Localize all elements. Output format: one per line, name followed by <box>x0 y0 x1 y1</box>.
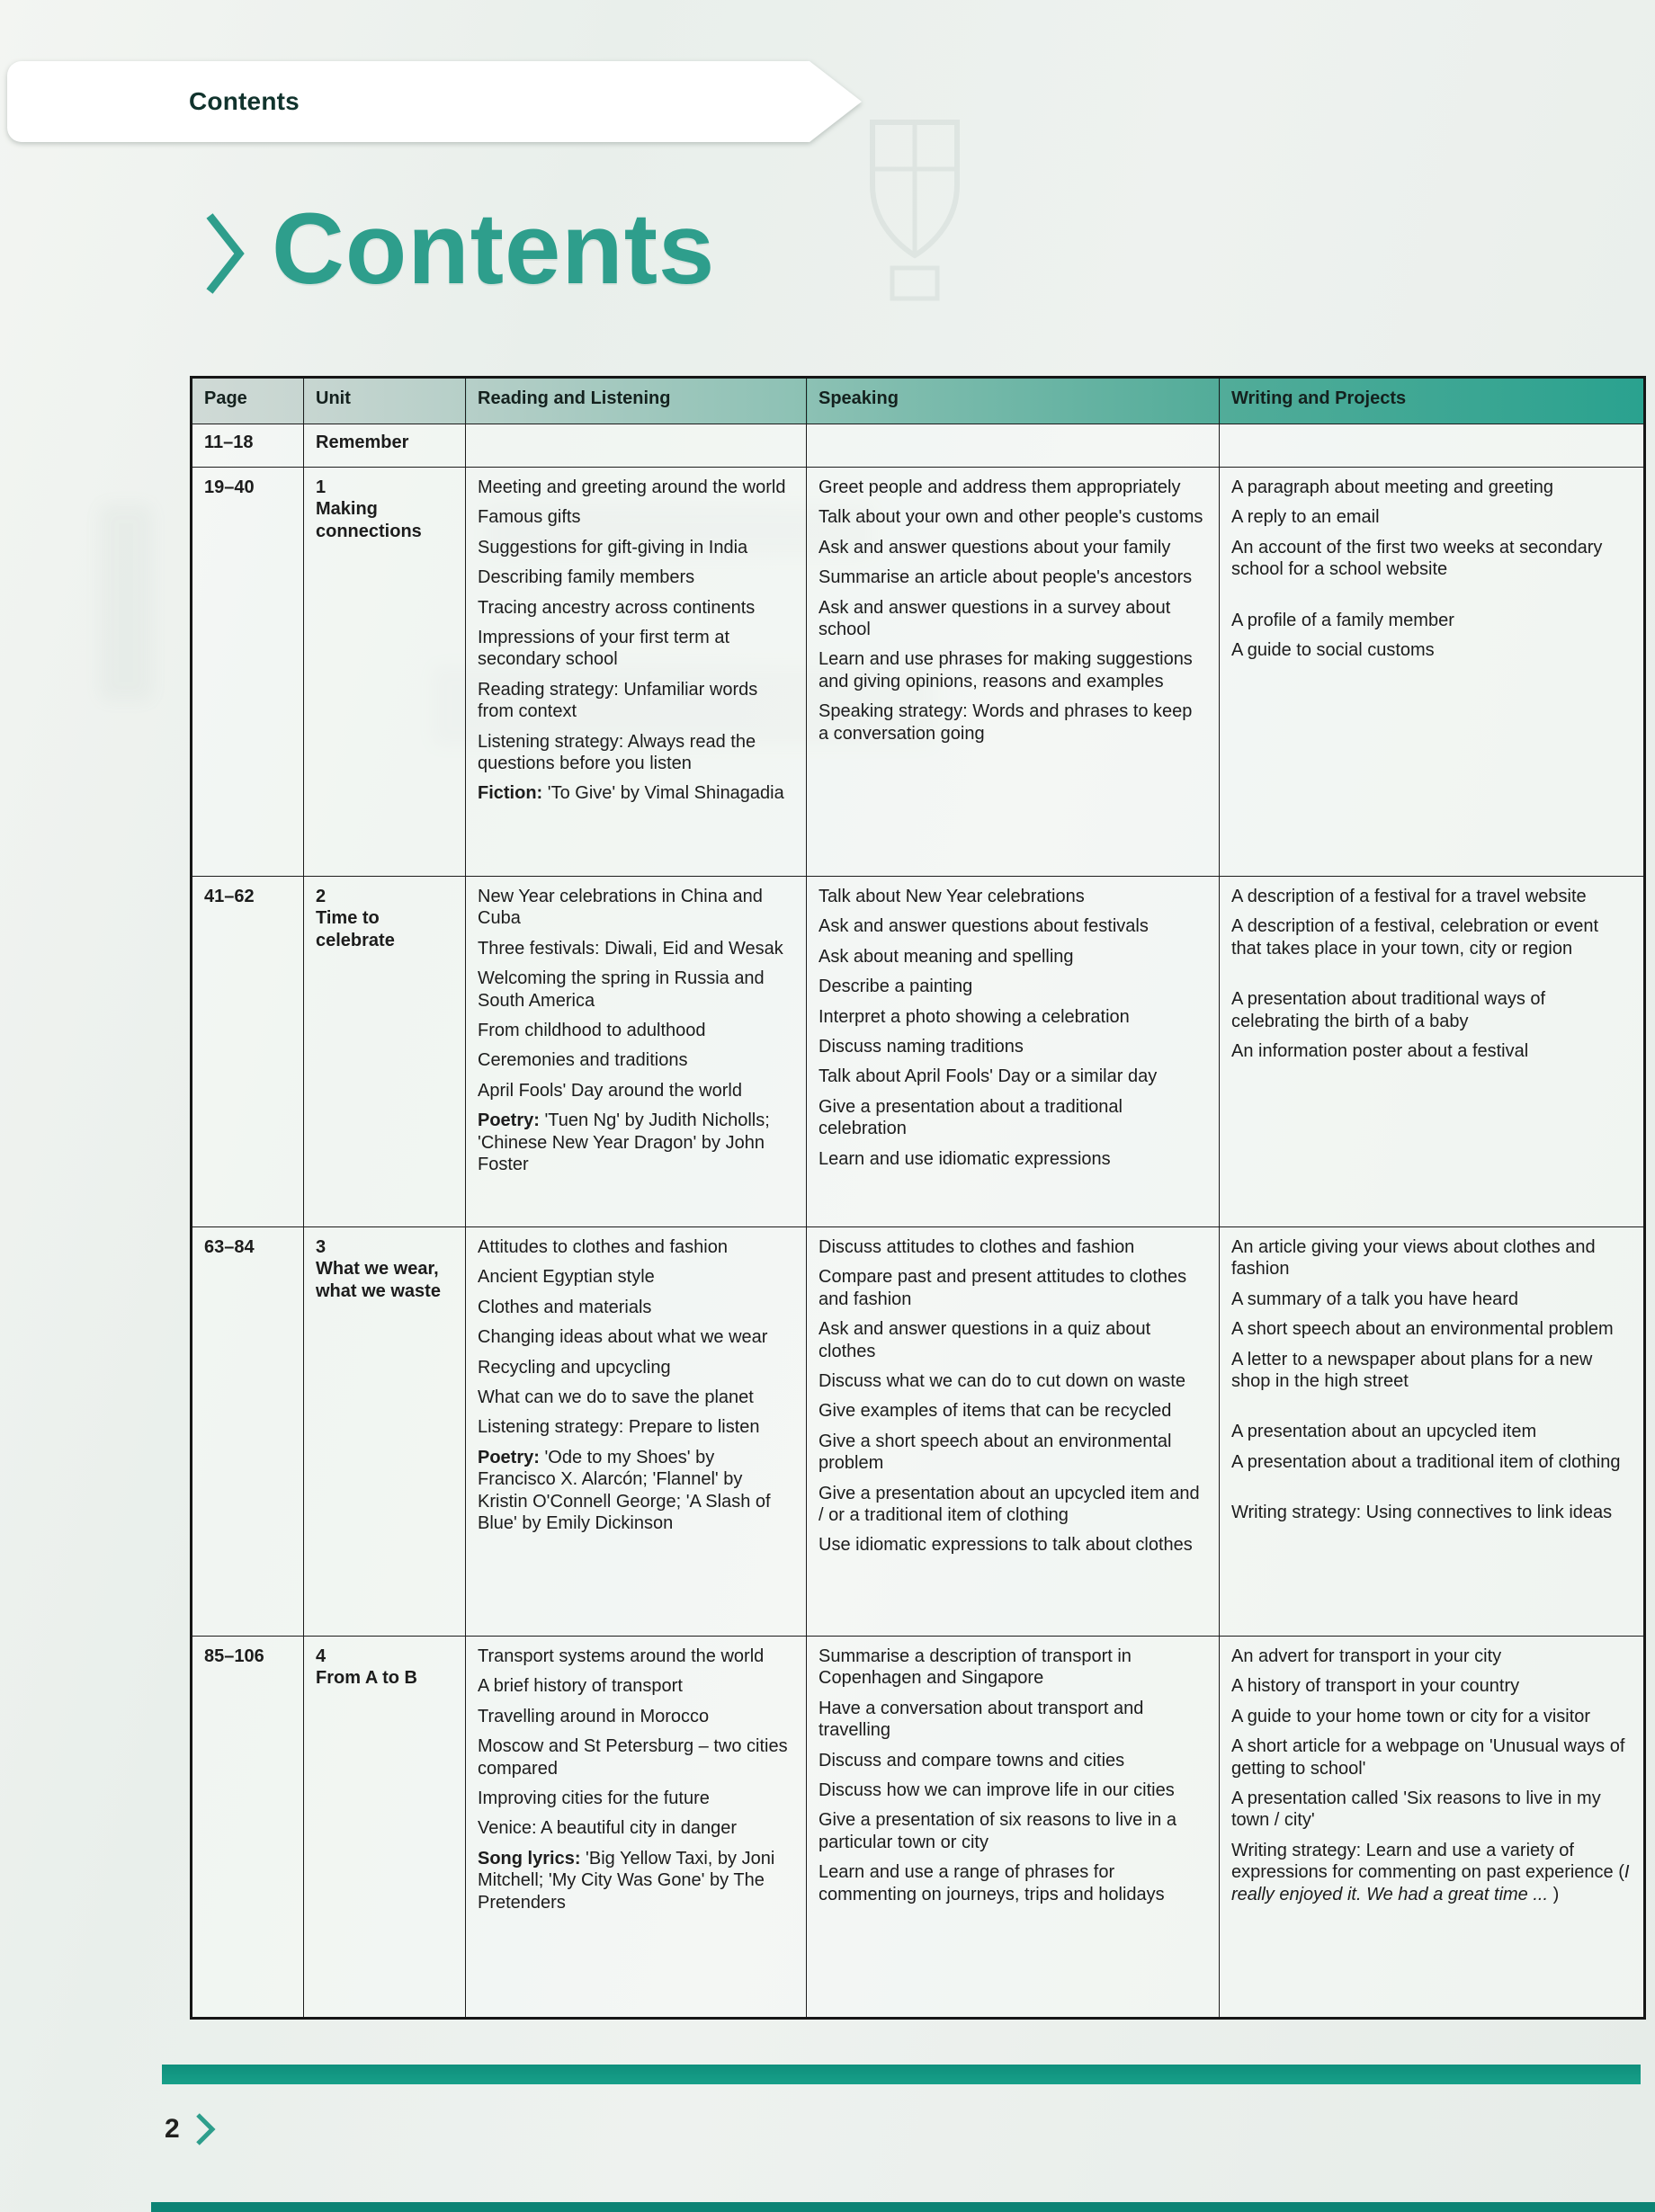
unit-title: Time to celebrate <box>316 908 395 950</box>
speaking-item: Discuss and compare towns and cities <box>819 1750 1125 1770</box>
writing-item: An article giving your views about clothes and fashion <box>1231 1237 1596 1280</box>
writing-item: A summary of a talk you have heard <box>1231 1289 1519 1309</box>
writing-item: Writing strategy: Learn and use a variety of expressions for commenting on past experience (I really enjoyed it. We had a great time ... ) <box>1231 1840 1630 1904</box>
speaking-item: Discuss naming traditions <box>819 1036 1024 1057</box>
writing-item: A presentation about a traditional item of clothing <box>1231 1451 1621 1472</box>
header-row <box>192 378 1645 424</box>
reading-item: Improving cities for the future <box>478 1788 710 1808</box>
speaking-item: Compare past and present attitudes to clothes and fashion <box>819 1267 1187 1309</box>
speaking-item: Interpret a photo showing a celebration <box>819 1006 1130 1027</box>
writing-cell <box>1220 877 1645 1227</box>
header-writing: Writing and Projects <box>1220 378 1645 424</box>
page-range: 63–84 <box>204 1237 255 1257</box>
speaking-item: Discuss what we can do to cut down on waste <box>819 1370 1185 1391</box>
contents-table <box>190 376 1646 2020</box>
speaking-item: Ask and answer questions in a survey about school <box>819 597 1171 639</box>
unit-number: 1 <box>316 477 327 497</box>
reading-item: Moscow and St Petersburg – two cities compared <box>478 1736 788 1779</box>
speaking-item: Ask about meaning and spelling <box>819 946 1074 967</box>
reading-item: A brief history of transport <box>478 1676 683 1697</box>
page-range: 11–18 <box>204 433 254 452</box>
reading-item: Ceremonies and traditions <box>478 1050 688 1071</box>
speaking-item: Speaking strategy: Words and phrases to keep a conversation going <box>819 701 1193 744</box>
speaking-item: Talk about April Fools' Day or a similar day <box>819 1066 1158 1087</box>
page-range: 85–106 <box>204 1646 264 1666</box>
contents-table-body <box>192 424 1645 2019</box>
speaking-item: Talk about New Year celebrations <box>819 887 1085 906</box>
reading-cell <box>466 468 807 877</box>
header-page: Page <box>192 378 304 424</box>
speaking-item: Ask and answer questions in a quiz about clothes <box>819 1319 1151 1361</box>
reading-item: Recycling and upcycling <box>478 1357 671 1378</box>
page-footer <box>165 2111 216 2147</box>
unit-title: Making connections <box>316 499 422 541</box>
unit-number: 2 <box>316 887 327 906</box>
next-page-edge <box>151 2202 1655 2212</box>
header-speaking: Speaking <box>807 378 1220 424</box>
page-number: 2 <box>165 2114 180 2144</box>
unit-title: From A to B <box>316 1668 417 1689</box>
table-row <box>192 1637 1645 2019</box>
writing-cell <box>1220 468 1645 877</box>
reading-item: Listening strategy: Always read the questions before you listen <box>478 731 756 773</box>
writing-item: An account of the first two weeks at secondary school for a school website <box>1231 537 1603 580</box>
writing-item: A paragraph about meeting and greeting <box>1231 477 1554 497</box>
reading-item: Travelling around in Morocco <box>478 1706 710 1726</box>
speaking-item: Describe a painting <box>819 977 973 997</box>
reading-item: Three festivals: Diwali, Eid and Wesak <box>478 938 783 959</box>
writing-item: A letter to a newspaper about plans for a new shop in the high street <box>1231 1349 1593 1391</box>
reading-item: Attitudes to clothes and fashion <box>478 1237 728 1257</box>
reading-cell <box>466 877 807 1227</box>
unit-number: 3 <box>316 1237 327 1257</box>
writing-item: A description of a festival, celebration or event that takes place in your town, city or region <box>1231 916 1599 959</box>
reading-item: Fiction: 'To Give' by Vimal Shinagadia <box>478 783 784 804</box>
table-row <box>192 877 1645 1227</box>
speaking-item: Talk about your own and other people's customs <box>819 507 1203 528</box>
speaking-cell <box>807 877 1220 1227</box>
unit-title: What we wear, what we waste <box>316 1259 441 1301</box>
running-head-tab <box>7 61 810 142</box>
writing-item: An advert for transport in your city <box>1231 1646 1502 1666</box>
writing-cell <box>1220 1227 1645 1637</box>
reading-item: Poetry: 'Tuen Ng' by Judith Nicholls; 'Chinese New Year Dragon' by John Foster <box>478 1110 770 1174</box>
writing-item: A reply to an email <box>1231 507 1380 528</box>
speaking-item: Discuss how we can improve life in our cities <box>819 1779 1175 1800</box>
show-through-ghost <box>99 504 153 701</box>
watermark-shield-icon <box>865 117 964 306</box>
speaking-item: Give a presentation about a traditional celebration <box>819 1096 1123 1139</box>
writing-item: Writing strategy: Using connectives to link ideas <box>1231 1503 1613 1523</box>
reading-item: Suggestions for gift-giving in India <box>478 537 748 557</box>
page-title <box>205 191 715 307</box>
writing-item: A guide to your home town or city for a visitor <box>1231 1706 1591 1726</box>
reading-item: Describing family members <box>478 567 695 588</box>
reading-item: Meeting and greeting around the world <box>478 477 786 497</box>
reading-item: Changing ideas about what we wear <box>478 1327 768 1348</box>
writing-cell <box>1220 1637 1645 2019</box>
speaking-item: Give examples of items that can be recycled <box>819 1401 1172 1422</box>
speaking-item: Discuss attitudes to clothes and fashion <box>819 1237 1135 1257</box>
writing-item: An information poster about a festival <box>1231 1040 1529 1061</box>
page-range: 41–62 <box>204 887 255 906</box>
speaking-item: Use idiomatic expressions to talk about clothes <box>819 1535 1193 1556</box>
page-range: 19–40 <box>204 477 255 497</box>
reading-item: Impressions of your first term at secondary school <box>478 627 730 670</box>
unit-number: 4 <box>316 1646 327 1666</box>
writing-item: A presentation about traditional ways of celebrating the birth of a baby <box>1231 989 1546 1031</box>
speaking-item: Ask and answer questions about festivals <box>819 916 1149 937</box>
reading-item: Welcoming the spring in Russia and South America <box>478 968 765 1011</box>
writing-item: A presentation called 'Six reasons to live in my town / city' <box>1231 1788 1601 1831</box>
reading-item: Venice: A beautiful city in danger <box>478 1818 737 1839</box>
reading-item: Clothes and materials <box>478 1297 652 1317</box>
header-reading: Reading and Listening <box>466 378 807 424</box>
reading-item: Tracing ancestry across continents <box>478 597 756 618</box>
speaking-cell <box>807 1227 1220 1637</box>
writing-cell <box>1220 424 1645 468</box>
speaking-item: Summarise a description of transport in Copenhagen and Singapore <box>819 1646 1132 1689</box>
reading-item: Listening strategy: Prepare to listen <box>478 1417 760 1438</box>
page-title-text: Contents <box>272 192 716 305</box>
speaking-item: Greet people and address them appropriately <box>819 477 1181 497</box>
bottom-accent-bar <box>162 2065 1641 2084</box>
writing-item: A profile of a family member <box>1231 610 1454 630</box>
reading-item: April Fools' Day around the world <box>478 1080 742 1101</box>
title-chevron-icon <box>205 210 245 297</box>
reading-cell <box>466 1637 807 2019</box>
speaking-cell <box>807 1637 1220 2019</box>
speaking-item: Learn and use phrases for making suggestions and giving opinions, reasons and examples <box>819 649 1193 691</box>
speaking-item: Give a presentation about an upcycled item and / or a traditional item of clothing <box>819 1483 1200 1525</box>
table-row <box>192 1227 1645 1637</box>
speaking-cell <box>807 468 1220 877</box>
speaking-item: Give a short speech about an environmental problem <box>819 1431 1172 1474</box>
header-unit: Unit <box>304 378 466 424</box>
contents-table-wrap <box>190 376 1643 2020</box>
writing-item: A presentation about an upcycled item <box>1231 1422 1537 1442</box>
speaking-item: Have a conversation about transport and travelling <box>819 1698 1144 1741</box>
unit-title: Remember <box>316 433 409 452</box>
speaking-item: Give a presentation of six reasons to live in a particular town or city <box>819 1810 1176 1852</box>
footer-chevron-icon <box>194 2111 216 2147</box>
reading-item: From childhood to adulthood <box>478 1020 706 1040</box>
writing-item: A short speech about an environmental problem <box>1231 1319 1614 1340</box>
speaking-item: Ask and answer questions about your family <box>819 537 1171 557</box>
reading-cell <box>466 424 807 468</box>
writing-item: A guide to social customs <box>1231 639 1435 660</box>
reading-item: Poetry: 'Ode to my Shoes' by Francisco X. Alarcón; 'Flannel' by Kristin O'Connell George; 'A Slash of Blue' by Emily Dickinson <box>478 1447 771 1533</box>
reading-item: What can we do to save the planet <box>478 1387 754 1407</box>
reading-cell <box>466 1227 807 1637</box>
speaking-cell <box>807 424 1220 468</box>
reading-item: Ancient Egyptian style <box>478 1267 655 1288</box>
reading-item: Famous gifts <box>478 507 581 528</box>
speaking-item: Learn and use a range of phrases for commenting on journeys, trips and holidays <box>819 1862 1165 1904</box>
speaking-item: Learn and use idiomatic expressions <box>819 1148 1111 1169</box>
table-row <box>192 424 1645 468</box>
writing-item: A description of a festival for a travel website <box>1231 887 1587 906</box>
writing-item: A history of transport in your country <box>1231 1676 1520 1697</box>
speaking-item: Summarise an article about people's ancestors <box>819 567 1193 588</box>
reading-item: New Year celebrations in China and Cuba <box>478 887 763 929</box>
table-row <box>192 468 1645 877</box>
running-head-label: Contents <box>189 87 300 115</box>
reading-item: Reading strategy: Unfamiliar words from context <box>478 679 758 722</box>
reading-item: Song lyrics: 'Big Yellow Taxi, by Joni Mitchell; 'My City Was Gone' by The Pretenders <box>478 1848 775 1913</box>
reading-item: Transport systems around the world <box>478 1646 765 1666</box>
writing-item: A short article for a webpage on 'Unusual ways of getting to school' <box>1231 1736 1625 1779</box>
